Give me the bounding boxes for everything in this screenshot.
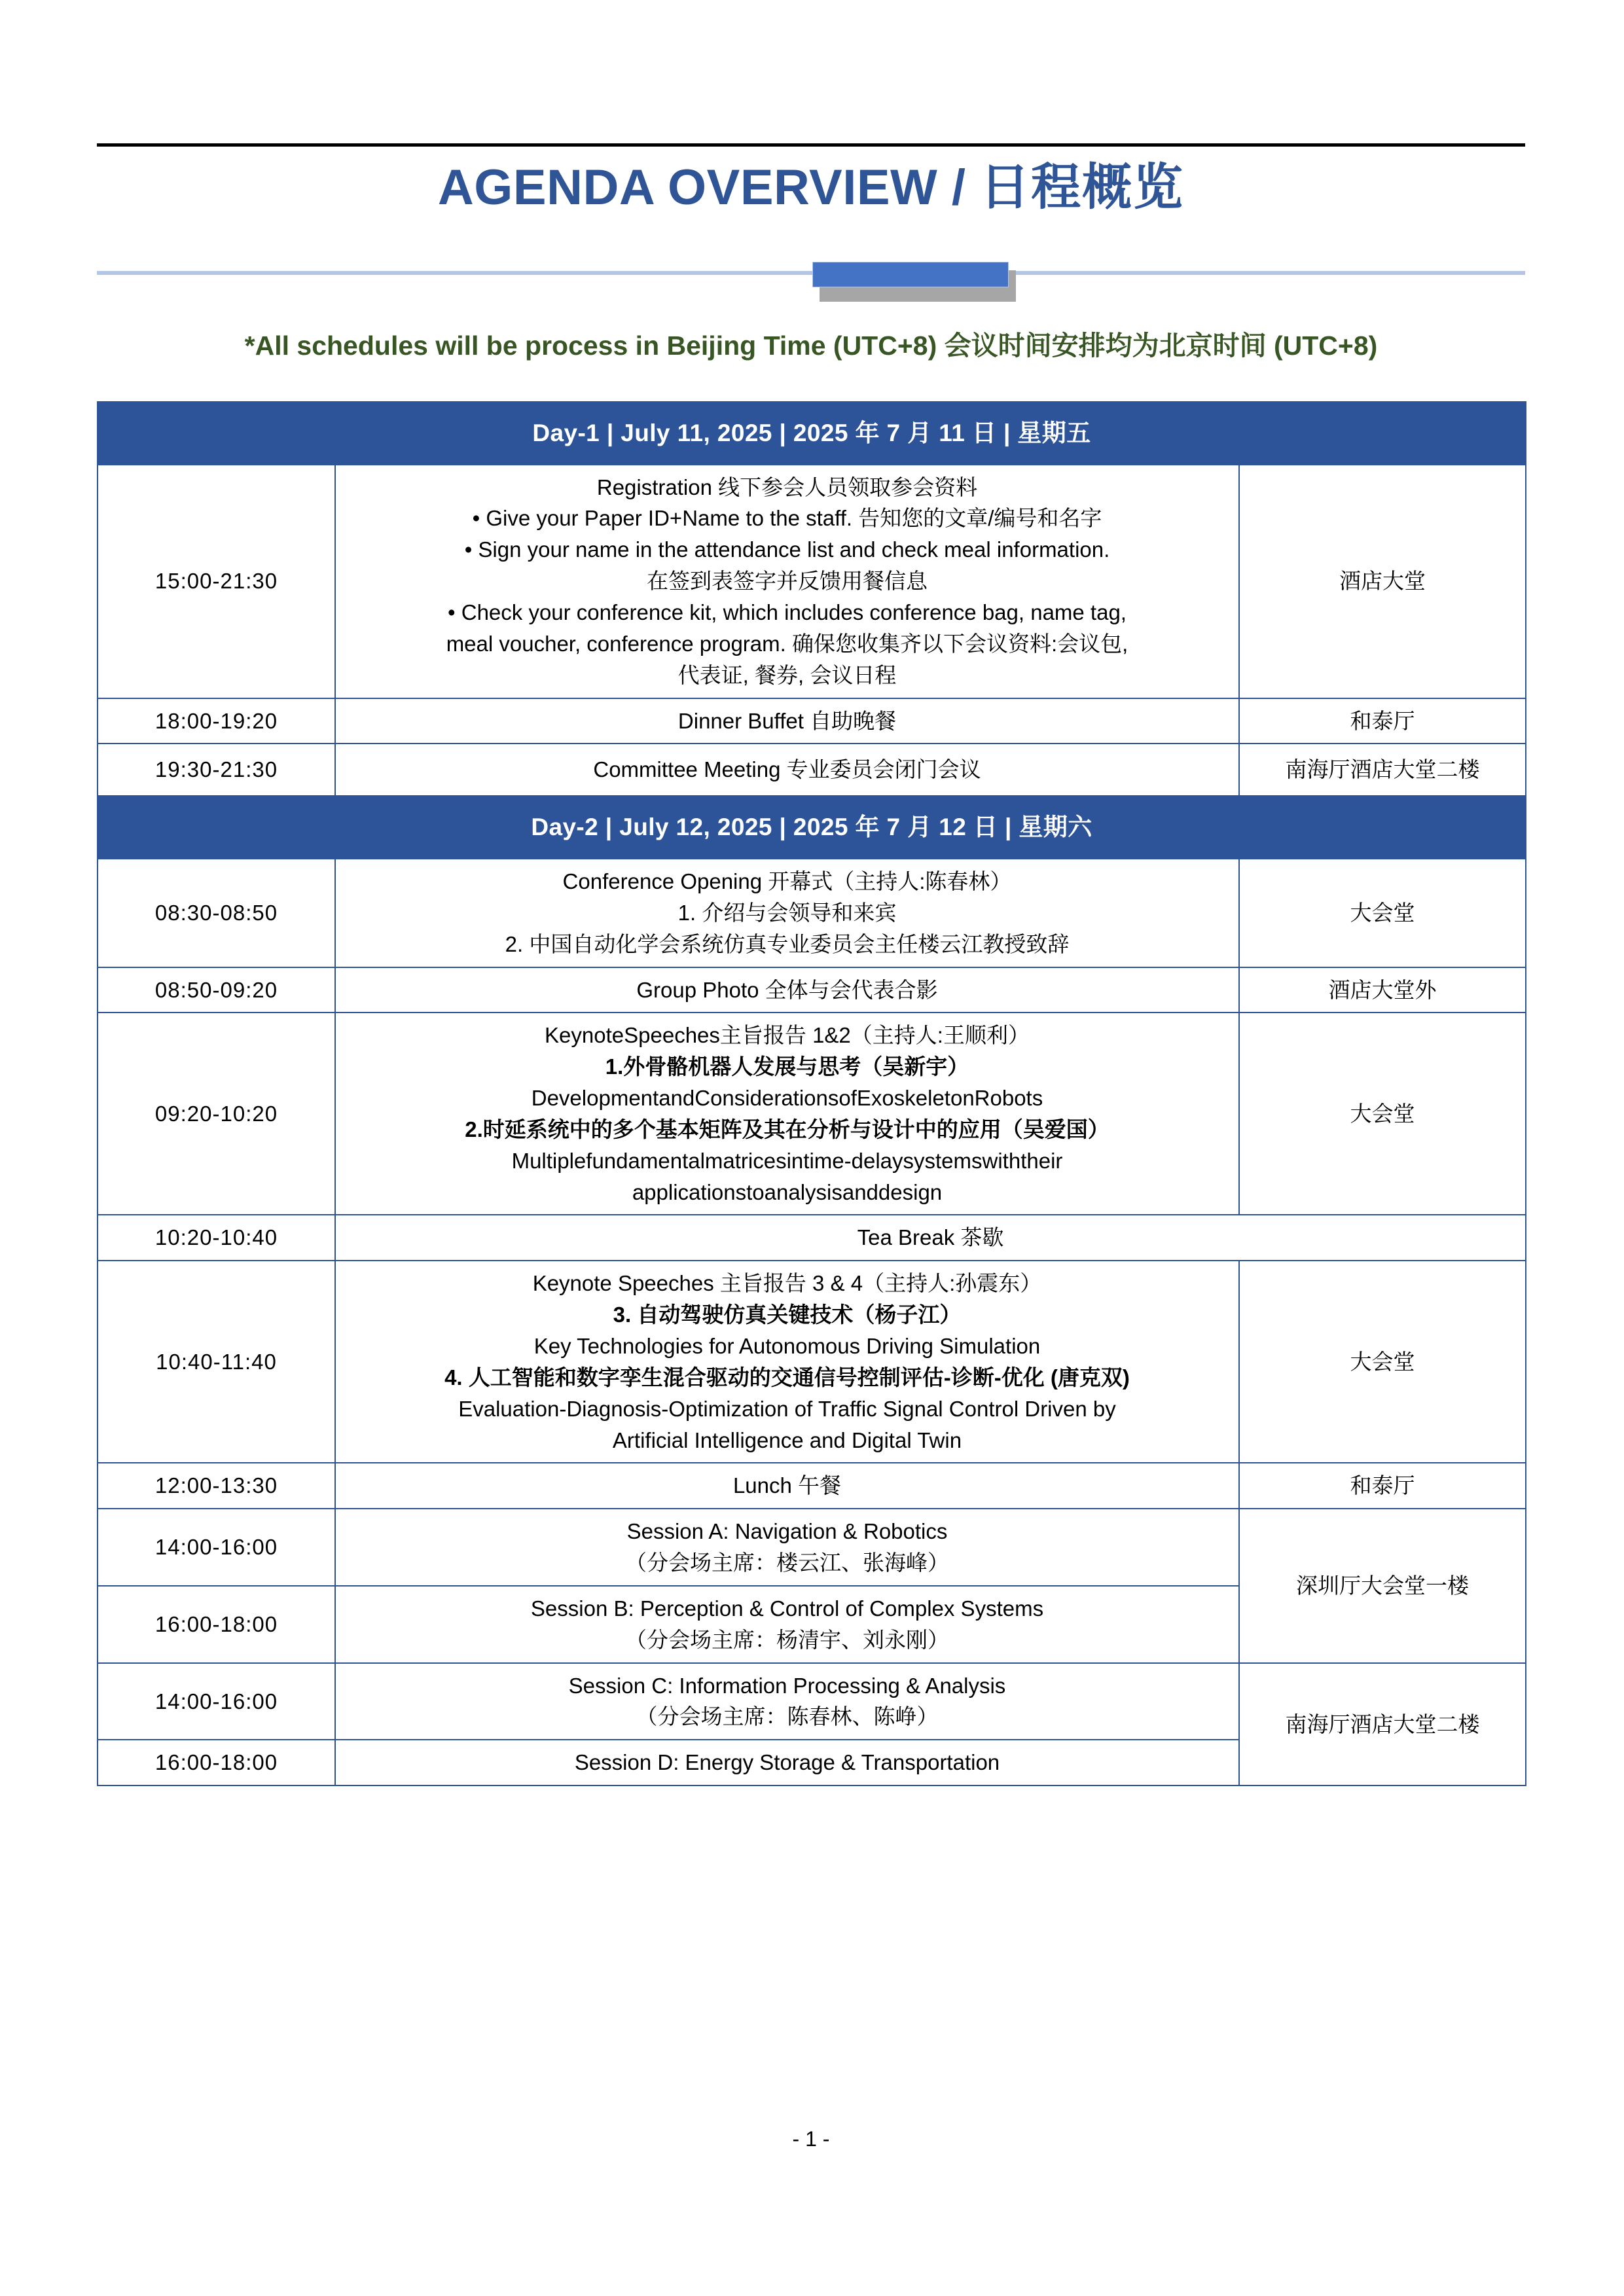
session-description [335, 1586, 1239, 1663]
session-line: Keynote Speeches 主旨报告 3 & 4（主持人:孙震东） [532, 1271, 1042, 1296]
agenda-table [97, 401, 1526, 1786]
table-row [98, 465, 1526, 698]
session-description [335, 1463, 1239, 1509]
session-line: 在签到表签字并反馈用餐信息 [647, 569, 928, 594]
session-line: 1.外骨骼机器人发展与思考（吴新宇） [605, 1054, 969, 1079]
session-line: 4. 人工智能和数字孪生混合驱动的交通信号控制评估-诊断-优化 (唐克双) [444, 1365, 1130, 1390]
agenda-table-body [98, 402, 1526, 1785]
session-location [1239, 1509, 1526, 1662]
table-row [98, 1463, 1526, 1509]
session-location [1239, 1013, 1526, 1215]
session-description [335, 1013, 1239, 1215]
session-time: 10:20-10:40 [98, 1215, 335, 1261]
session-line: Multiplefundamentalmatricesintime-delaysystemswiththeir [511, 1148, 1063, 1173]
location-line: 和泰厅 [1350, 1473, 1415, 1498]
table-row [98, 859, 1526, 967]
session-line: KeynoteSpeeches主旨报告 1&2（主持人:王顺利） [545, 1023, 1030, 1048]
session-time: 14:00-16:00 [98, 1509, 335, 1586]
session-line: Registration 线下参会人员领取参会资料 [596, 475, 978, 499]
session-line: Session A: Navigation & Robotics [626, 1519, 948, 1544]
session-location [1239, 1463, 1526, 1509]
session-line: Tea Break 茶歇 [857, 1225, 1004, 1250]
session-line: Lunch 午餐 [732, 1473, 842, 1498]
session-line: Session B: Perception & Control of Complex Systems [530, 1596, 1044, 1621]
session-time: 09:20-10:20 [98, 1013, 335, 1215]
session-line: Artificial Intelligence and Digital Twin [612, 1427, 962, 1452]
session-line: • Give your Paper ID+Name to the staff. 告知您的文章/编号和名字 [472, 506, 1102, 531]
session-line: 2. 中国自动化学会系统仿真专业委员会主任楼云江教授致辞 [505, 931, 1070, 956]
location-line: 酒店大堂二楼 [1350, 1712, 1480, 1736]
session-line: Session C: Information Processing & Analysis [568, 1673, 1006, 1698]
session-description [335, 1509, 1239, 1586]
session-line: • Check your conference kit, which includes conference bag, name tag, [448, 600, 1127, 625]
session-line: 代表证, 餐券, 会议日程 [677, 662, 897, 687]
session-description [335, 744, 1239, 796]
session-location [1239, 744, 1526, 796]
session-line: Group Photo 全体与会代表合影 [636, 977, 938, 1002]
session-line: Committee Meeting 专业委员会闭门会议 [593, 757, 981, 782]
accent-box [812, 262, 1009, 287]
table-row [98, 967, 1526, 1013]
session-time: 08:30-08:50 [98, 859, 335, 967]
session-line: Evaluation-Diagnosis-Optimization of Traffic Signal Control Driven by [458, 1396, 1116, 1421]
session-description [335, 1740, 1239, 1785]
location-line: 南海厅 [1285, 1712, 1350, 1736]
location-line: 酒店大堂 [1339, 569, 1426, 594]
session-description [335, 465, 1239, 698]
table-row [98, 1013, 1526, 1215]
page-title-cn: 日程概览 [980, 160, 1185, 215]
table-row [98, 1261, 1526, 1463]
page-title [97, 160, 1525, 215]
session-time: 08:50-09:20 [98, 967, 335, 1013]
table-row [98, 1215, 1526, 1261]
page-number: - 1 - [792, 2127, 830, 2151]
session-time: 19:30-21:30 [98, 744, 335, 796]
top-rule-divider [97, 143, 1525, 147]
session-location [1239, 859, 1526, 967]
session-location [1239, 1663, 1526, 1786]
table-row [98, 698, 1526, 744]
location-line: 酒店大堂外 [1328, 977, 1437, 1002]
session-time: 16:00-18:00 [98, 1740, 335, 1785]
session-line: meal voucher, conference program. 确保您收集齐以下会议资料:会议包, [446, 631, 1128, 656]
session-time: 14:00-16:00 [98, 1663, 335, 1740]
session-time: 12:00-13:30 [98, 1463, 335, 1509]
session-description [335, 1215, 1526, 1261]
session-location [1239, 1261, 1526, 1463]
session-line: （分会场主席：楼云江、张海峰） [625, 1551, 949, 1575]
session-line: Dinner Buffet 自助晚餐 [677, 708, 897, 733]
location-line: 酒店大堂二楼 [1350, 757, 1480, 782]
session-location [1239, 698, 1526, 744]
session-time: 16:00-18:00 [98, 1586, 335, 1663]
timezone-note: *All schedules will be process in Beijing Time (UTC+8) 会议时间安排均为北京时间 (UTC+8) [244, 331, 1378, 361]
day-header-label: Day-2 | July 12, 2025 | 2025 年 7 月 12 日 | 星期六 [98, 796, 1526, 859]
location-line: 大会堂 [1350, 900, 1415, 925]
session-line: 2.时延系统中的多个基本矩阵及其在分析与设计中的应用（吴爱国） [465, 1117, 1110, 1141]
session-location [1239, 465, 1526, 698]
session-description [335, 1261, 1239, 1463]
session-location [1239, 967, 1526, 1013]
session-time: 10:40-11:40 [98, 1261, 335, 1463]
session-line: 3. 自动驾驶仿真关键技术（杨子江） [613, 1302, 962, 1327]
location-line: 南海厅 [1285, 757, 1350, 782]
session-line: applicationstoanalysisanddesign [632, 1179, 943, 1204]
session-line: Session D: Energy Storage & Transportation [574, 1750, 1000, 1775]
session-description [335, 1663, 1239, 1740]
session-line: DevelopmentandConsiderationsofExoskeletonRobots [531, 1086, 1043, 1111]
session-time: 15:00-21:30 [98, 465, 335, 698]
page-title-en: AGENDA OVERVIEW / [437, 160, 966, 215]
location-line: 深圳厅 [1296, 1573, 1361, 1598]
session-description [335, 698, 1239, 744]
location-line: 大会堂 [1350, 1349, 1415, 1374]
session-line: 1. 介绍与会领导和来宾 [677, 900, 897, 925]
session-time: 18:00-19:20 [98, 698, 335, 744]
session-line: （分会场主席：陈春林、陈峥） [636, 1704, 939, 1729]
day-header-row [98, 402, 1526, 465]
session-line: （分会场主席：杨清宇、刘永刚） [625, 1627, 949, 1652]
thin-rule [97, 271, 1525, 275]
day-header-label: Day-1 | July 11, 2025 | 2025 年 7 月 11 日 | 星期五 [98, 402, 1526, 465]
table-row [98, 744, 1526, 796]
table-row [98, 1509, 1526, 1586]
location-line: 大会堂一楼 [1361, 1573, 1469, 1598]
location-line: 和泰厅 [1350, 708, 1415, 733]
session-description [335, 859, 1239, 967]
session-line: • Sign your name in the attendance list and check meal information. [464, 537, 1110, 562]
title-decoration [97, 255, 1525, 301]
day-header-row [98, 796, 1526, 859]
session-line: Key Technologies for Autonomous Driving Simulation [533, 1334, 1041, 1358]
session-description [335, 967, 1239, 1013]
table-row [98, 1663, 1526, 1740]
location-line: 大会堂 [1350, 1102, 1415, 1126]
session-line: Conference Opening 开幕式（主持人:陈春林） [562, 869, 1012, 894]
